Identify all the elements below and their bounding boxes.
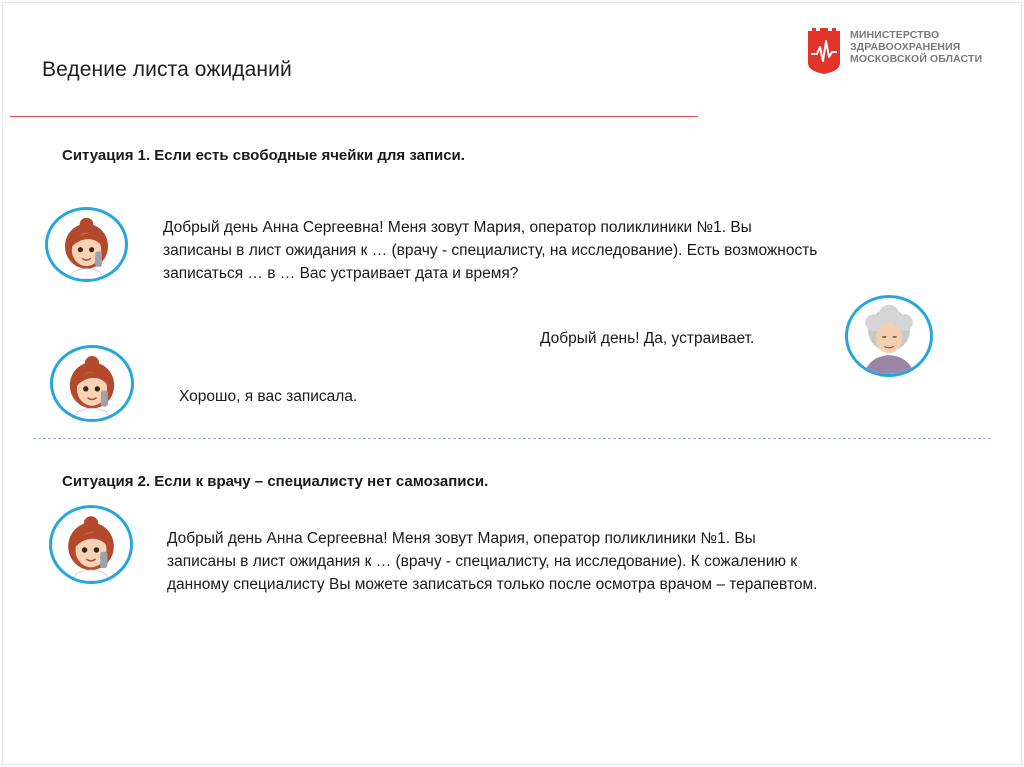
situation2-operator-message: Добрый день Анна Сергеевна! Меня зовут Мария, оператор поликлиники №1. Вы записаны в лист ожидания к … (врачу - специалисту, на исследование). К сожалению к данному специалисту Вы можете записаться только после осмотра врачом – терапевтом.: [167, 530, 818, 593]
page-title: Ведение листа ожиданий: [42, 58, 292, 81]
ministry-emblem-icon: [806, 27, 842, 75]
patient-avatar: [845, 295, 933, 377]
situation1-operator-message: Добрый день Анна Сергеевна! Меня зовут Мария, оператор поликлиники №1. Вы записаны в лист ожидания к … (врачу - специалисту, на исследование). Есть возможность записаться … в … Вас устраивает дата и время?: [163, 219, 818, 282]
operator-avatar-2: [50, 345, 134, 422]
situation2-heading: Ситуация 2. Если к врачу – специалисту нет самозаписи.: [62, 473, 489, 490]
title-underline: [10, 116, 698, 117]
logo-line-3: МОСКОВСКОЙ ОБЛАСТИ: [850, 53, 983, 65]
situation1-patient-reply: Добрый день! Да, устраивает.: [540, 330, 755, 347]
section-divider: [33, 438, 991, 439]
operator-woman-icon-2: [53, 348, 131, 419]
operator-avatar-3: [49, 505, 133, 584]
operator-woman-icon: [48, 210, 125, 279]
logo-line-2: ЗДРАВООХРАНЕНИЯ: [850, 41, 961, 53]
situation1-operator-followup: Хорошо, я вас записала.: [179, 388, 358, 405]
operator-avatar: [45, 207, 128, 282]
situation1-heading: Ситуация 1. Если есть свободные ячейки для записи.: [62, 147, 465, 164]
operator-woman-icon-3: [52, 508, 130, 581]
elderly-woman-icon: [848, 298, 930, 374]
ministry-logo: [806, 27, 982, 75]
logo-line-1: МИНИСТЕРСТВО: [850, 29, 940, 41]
